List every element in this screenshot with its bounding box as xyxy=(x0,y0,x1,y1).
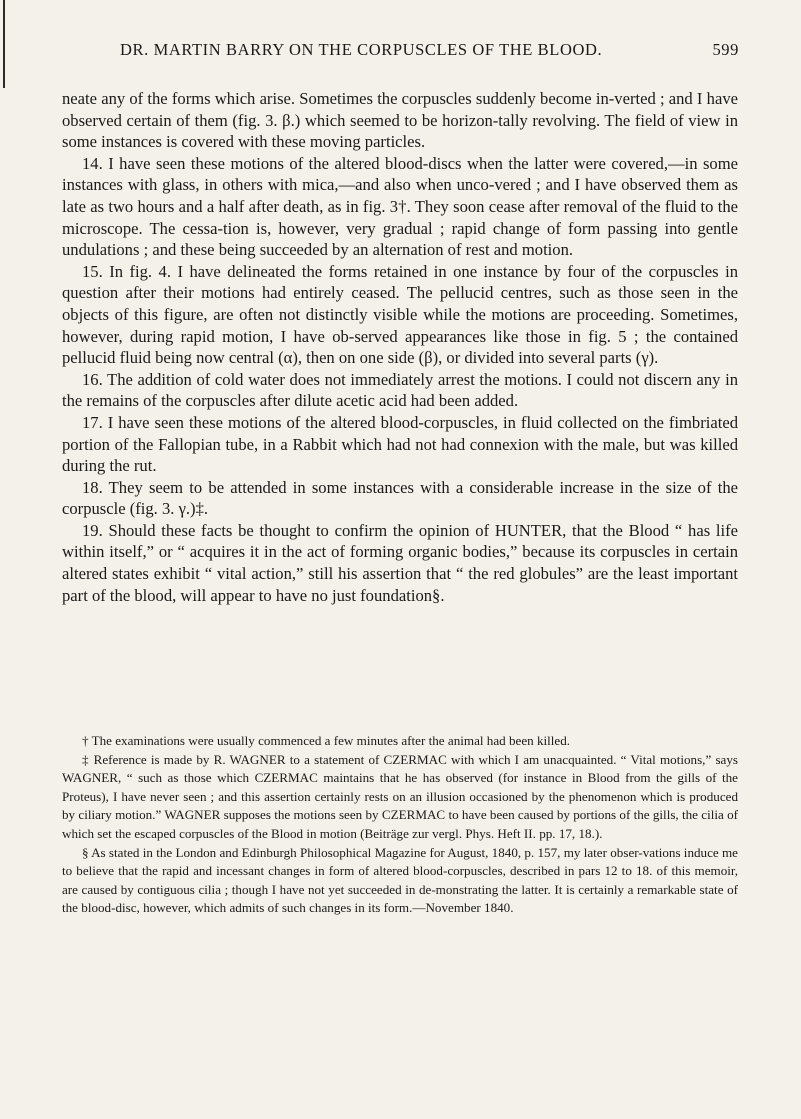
paragraph-14: 14. I have seen these motions of the altered blood-discs when the latter were covered,—in some instances with glass, in others with mica,—and also when unco-vered ; and I have observed them as late as two hours and a half after death, as in fig. 3†. They soon cease after removal of the fluid to the microscope. The cessa-tion is, however, very gradual ; rapid change of form passing into gentle undulations ; and these being succeeded by an alternation of rest and motion. xyxy=(62,153,738,260)
body-text xyxy=(62,88,738,606)
paragraph-18: 18. They seem to be attended in some instances with a considerable increase in the size of the corpuscle (fig. 3. γ.)‡. xyxy=(62,477,738,519)
footnote-section: § As stated in the London and Edinburgh Philosophical Magazine for August, 1840, p. 157, my later obser-vations induce me to believe that the rapid and incessant changes in form of altered blood-corpuscles, described in pars 12 to 18. of this memoir, are caused by contiguous cilia ; though I have not yet succeeded in de-monstrating the latter. It is certainly a remarkable state of the blood-disc, however, which admits of such changes in its form.—November 1840. xyxy=(62,844,738,916)
page-number: 599 xyxy=(712,40,739,59)
footnote-dagger: † The examinations were usually commenced a few minutes after the animal had been killed. xyxy=(82,733,571,748)
running-head: DR. MARTIN BARRY ON THE CORPUSCLES OF THE BLOOD. xyxy=(120,40,603,59)
page-header xyxy=(120,40,739,64)
paragraph-19: 19. Should these facts be thought to confirm the opinion of HUNTER, that the Blood “ has life within itself,” or “ acquires it in the act of forming organic bodies,” because its corpuscles in certain altered states exhibit “ vital action,” still his assertion that “ the red globules” are the least important part of the blood, will appear to have no just foundation§. xyxy=(62,520,738,605)
paragraph-15: 15. In fig. 4. I have delineated the forms retained in one instance by four of the corpuscles in question after their motions had entirely ceased. The pellucid centres, such as those seen in the objects of this figure, are often not distinctly visible while the motions are proceeding. Sometimes, however, during rapid motion, I have ob-served appearances like those in fig. 5 ; the contained pellucid fluid being now central (α), then on one side (β), or divided into several parts (γ). xyxy=(62,261,738,368)
page-edge-line xyxy=(3,0,5,88)
footnotes xyxy=(62,732,738,918)
footnote-double-dagger: ‡ Reference is made by R. WAGNER to a statement of CZERMAC with which I am unacquainted. “ Vital motions,” says WAGNER, “ such as those which CZERMAC maintains that he has observed (for instance in Blood from the gills of the Proteus), I have never seen ; and this assertion certainly rests on an illusion occasioned by the phenomenon which is produced by ciliary motion.” WAGNER supposes the motions seen by CZERMAC to have been caused by portions of the gills, the cilia of which set the escaped corpuscles of the Blood in motion (Beiträge zur vergl. Phys. Heft II. pp. 17, 18.). xyxy=(62,751,738,841)
paragraph-16: 16. The addition of cold water does not immediately arrest the motions. I could not discern any in the remains of the corpuscles after dilute acetic acid had been added. xyxy=(62,369,738,411)
paragraph-17: 17. I have seen these motions of the altered blood-corpuscles, in fluid collected on the fimbriated portion of the Fallopian tube, in a Rabbit which had not had connexion with the male, but was killed during the rut. xyxy=(62,412,738,476)
paragraph-13-continued: neate any of the forms which arise. Sometimes the corpuscles suddenly become in-verted ; and I have observed certain of them (fig. 3. β.) which seemed to be horizon-tally revolving. The field of view in some instances is covered with these moving particles. xyxy=(62,89,738,152)
